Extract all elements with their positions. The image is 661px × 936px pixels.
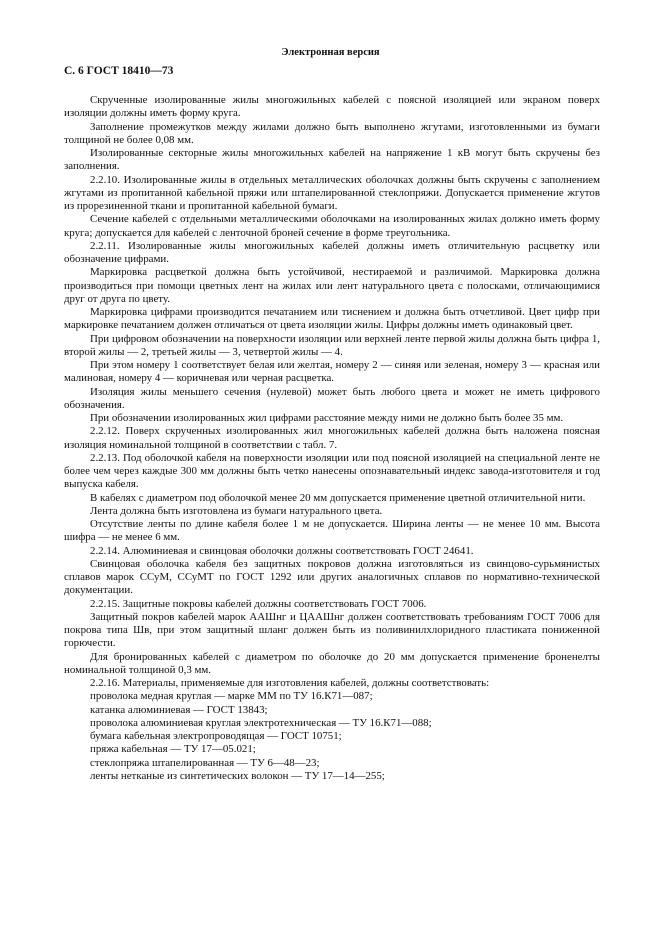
paragraph: При цифровом обозначении на поверхности изоляции или верхней ленте первой жилы должна быть цифра 1, второй жилы — 2, третьей жилы — 3, четвертой жилы — 4. <box>64 332 600 358</box>
material-item: проволока медная круглая — марке ММ по ТУ 16.К71—087; <box>90 690 373 703</box>
paragraph: Отсутствие ленты по длине кабеля более 1 м не допускается. Ширина ленты — не менее 10 мм. Высота шифра — не менее 6 мм. <box>64 518 600 544</box>
material-item: бумага кабельная электропроводящая — ГОСТ 10751; <box>90 730 342 742</box>
paragraph: Для бронированных кабелей с диаметром по оболочке до 20 мм допускается применение броненелты номинальной толщиной 0,3 мм. <box>64 650 600 676</box>
paragraph: Заполнение промежутков между жилами должно быть выполнено жгутами, изготовленными из бумаги толщиной не более 0,08 мм. <box>64 120 600 146</box>
paragraph: При этом номеру 1 соответствует белая или желтая, номеру 2 — синяя или зеленая, номеру 3 — красная или малиновая, номеру 4 — коричневая или черная расцветка. <box>64 359 600 385</box>
paragraph: 2.2.16. Материалы, применяемые для изготовления кабелей, должны соответствовать: <box>90 677 490 689</box>
material-item: стеклопряжа штапелированная — ТУ 6—48—23; <box>90 756 320 769</box>
body-text <box>64 94 600 783</box>
paragraph: Лента должна быть изготовлена из бумаги натурального цвета. <box>90 504 383 517</box>
paragraph: При обозначении изолированных жил цифрами расстояние между ними не должно быть более 35 мм. <box>90 412 564 424</box>
paragraph: 2.2.15. Защитные покровы кабелей должны соответствовать ГОСТ 7006. <box>90 597 427 610</box>
material-item: проволока алюминиевая круглая электротехническая — ТУ 16.К71—088; <box>90 716 432 729</box>
paragraph: 2.2.13. Под оболочкой кабеля на поверхности изоляции или под поясной изоляцией на специальной ленте не более чем через каждые 300 мм должны быть четко нанесены опознавательный индекс завода-изготовителя и год выпуска кабеля. <box>64 451 600 491</box>
paragraph: 2.2.14. Алюминиевая и свинцовая оболочки должны соответствовать ГОСТ 24641. <box>90 544 474 557</box>
paragraph: Скрученные изолированные жилы многожильных кабелей с поясной изоляцией или экраном поверх изоляции должны иметь форму круга. <box>64 94 600 120</box>
paragraph: В кабелях с диаметром под оболочкой менее 20 мм допускается применение цветной отличительной нити. <box>90 491 586 504</box>
paragraph: 2.2.10. Изолированные жилы в отдельных металлических оболочках должны быть скручены с заполнением жгутами из пропитанной кабельной пряжи или штапелированной стеклопряжи. Допускается применение жгутов из прорезиненной ткани и пропитанной кабельной бумаги. <box>64 173 600 212</box>
paragraph: Маркировка цифрами производится печатанием или тиснением и должна быть отчетливой. Цвет цифр при маркировке печатанием должен отличаться от цвета изоляции жилы. Цифры должны иметь одинаковый цвет. <box>64 306 600 332</box>
electronic-version-label: Электронная версия <box>281 47 380 58</box>
material-item: катанка алюминиевая — ГОСТ 13843; <box>90 703 268 716</box>
paragraph: 2.2.12. Поверх скрученных изолированных жил многожильных кабелей должна быть наложена поясная изоляция номинальной толщиной в соответствии с табл. 7. <box>64 425 600 451</box>
paragraph: Изоляция жилы меньшего сечения (нулевой) может быть любого цвета и может не иметь цифрового обозначения. <box>64 385 600 411</box>
paragraph: Маркировка расцветкой должна быть устойчивой, нестираемой и различимой. Маркировка должна производиться при помощи цветных лент на жилах или лент натурального цвета с полосками, отличающимися друг от друга по цвету. <box>64 266 600 305</box>
page-reference-header: С. 6 ГОСТ 18410—73 <box>64 65 174 77</box>
paragraph: Защитный покров кабелей марок ААШнг и ЦААШнг должен соответствовать требованиям ГОСТ 7006 для покрова типа Шв, при этом защитный шланг должен быть из поливинилхлоридного пластиката пониженной горючести. <box>64 610 600 650</box>
paragraph: Изолированные секторные жилы многожильных кабелей на напряжение 1 кВ могут быть скручены без заполнения. <box>64 147 600 173</box>
paragraph: Свинцовая оболочка кабеля без защитных покровов должна изготовляться из свинцово-сурьмянистых сплавов марок ССуМ, ССуМТ по ГОСТ 1292 или других аналогичных сплавов по нормативно-технической документации. <box>64 557 600 597</box>
material-item: пряжа кабельная — ТУ 17—05.021; <box>90 743 256 756</box>
paragraph: 2.2.11. Изолированные жилы многожильных кабелей должны иметь отличительную расцветку или обозначение цифрами. <box>64 239 600 265</box>
paragraph: Сечение кабелей с отдельными металлическими оболочками на изолированных жилах должно иметь форму круга; допускается для кабелей с ленточной броней сечение в форме треугольника. <box>64 213 600 239</box>
material-item: ленты нетканые из синтетических волокон — ТУ 17—14—255; <box>90 769 385 782</box>
